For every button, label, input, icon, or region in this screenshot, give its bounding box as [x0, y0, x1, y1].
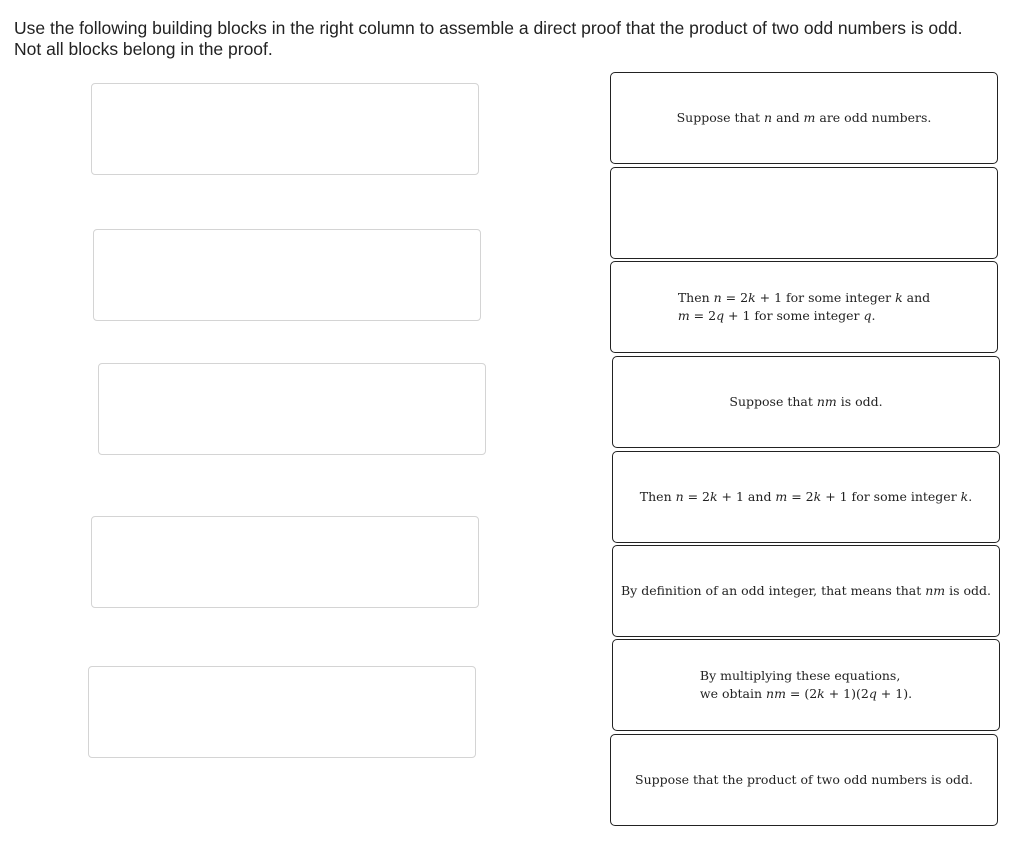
- drop-slot-3[interactable]: [98, 363, 486, 455]
- proof-block-1[interactable]: [610, 72, 998, 164]
- proof-block-4[interactable]: [612, 356, 1000, 448]
- proof-block-line: By definition of an odd integer, that means that 𝑛𝑚 is odd.: [620, 583, 992, 598]
- instructions-line-2: Not all blocks belong in the proof.: [14, 39, 273, 59]
- proof-block-3[interactable]: [610, 261, 998, 353]
- instructions-line-1: Use the following building blocks in the right column to assemble a direct proof that the product of two odd numbers is odd.: [14, 18, 963, 38]
- proof-block-line: Then 𝑛 = 2𝑘 + 1 for some integer 𝑘 and: [677, 290, 931, 305]
- proof-block-text: [677, 109, 932, 127]
- drop-slot-5[interactable]: [88, 666, 476, 758]
- proof-block-line: Suppose that the product of two odd numbers is odd.: [635, 772, 973, 787]
- proof-block-2-empty[interactable]: [610, 167, 998, 259]
- instructions: [14, 18, 1014, 60]
- proof-block-line: we obtain 𝑛𝑚 = (2𝑘 + 1)(2𝑞 + 1).: [699, 686, 913, 701]
- proof-block-line: By multiplying these equations,: [699, 668, 901, 683]
- proof-block-line: 𝑚 = 2𝑞 + 1 for some integer 𝑞.: [677, 308, 876, 323]
- proof-block-5[interactable]: [612, 451, 1000, 543]
- proof-block-text: [700, 667, 912, 703]
- proof-block-text: [640, 488, 972, 506]
- proof-block-6[interactable]: [612, 545, 1000, 637]
- proof-block-line: Suppose that 𝑛 and 𝑚 are odd numbers.: [676, 110, 932, 125]
- proof-block-8[interactable]: [610, 734, 998, 826]
- drop-slot-4[interactable]: [91, 516, 479, 608]
- drop-slot-2[interactable]: [93, 229, 481, 321]
- proof-block-text: [621, 582, 991, 600]
- proof-block-line: Suppose that 𝑛𝑚 is odd.: [729, 394, 883, 409]
- proof-block-text: [729, 393, 882, 411]
- proof-block-line: Then 𝑛 = 2𝑘 + 1 and 𝑚 = 2𝑘 + 1 for some integer 𝑘.: [639, 489, 973, 504]
- proof-block-7[interactable]: [612, 639, 1000, 731]
- proof-block-text: [678, 289, 930, 325]
- drop-slot-1[interactable]: [91, 83, 479, 175]
- proof-block-text: [635, 771, 973, 789]
